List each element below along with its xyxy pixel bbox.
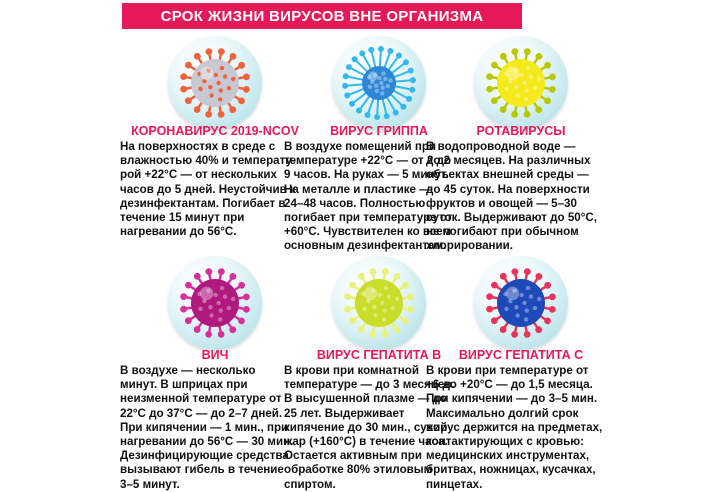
hepatitis-b-icon [332,256,426,350]
page-title: СРОК ЖИЗНИ ВИРУСОВ ВНЕ ОРГАНИЗМА [122,3,522,29]
virus-name: ВИЧ [201,348,229,362]
virus-description: В водопроводной воде — до 2 месяцев. На различных объектах внешней среды — до 45 суток. На поверхности фруктов и овощей — 5–30 суток. Выдерживают до 50°С, не погибают при обычном хлорировании. [426,140,597,253]
virus-name: КОРОНАВИРУС 2019-NCOV [131,124,299,138]
coronavirus-icon [168,36,262,130]
hiv-icon [168,256,262,350]
virus-name: ВИРУС ГЕПАТИТА В [316,348,442,362]
virus-drawing [168,36,262,130]
virus-description: В воздухе — несколько минут. В шприцах при неизменной температуре от 22°С до 37°С — до 2–7 дней. При кипячении — 1 мин., при нагревании до 56°С — 30 мин. Дезинфицирующие средства вызывают гибель в течение 3–5 минут. [120,364,294,491]
virus-description: В воздухе помещений при температуре +22°С — от 2 до 9 часов. На руках — 5 минут. На металле и пластике — 24–48 часов. Полностью погибает при температуре от +60°С. Чувствителен ко всем основным дезинфектантам. [284,140,453,253]
virus-drawing [332,256,426,350]
hepatitis-c-icon [474,256,568,350]
virus-name: ВИРУС ГРИППА [330,124,428,138]
virus-description: В крови при температуре от +6 до +20°С — до 1,5 месяца. При кипячении — до 3–5 мин. Максимально долгий срок вирус держится на предметах, контактирующих с кровью: медицинских инструментах, бритвах, ножницах, кусачках, пинцетах. [426,364,603,491]
rotavirus-icon [474,36,568,130]
virus-description: В крови при комнатной температуре — до 3 месяцев. В высушенной плазме — до 25 лет. Выдерживает кипячение до 30 мин., сухой жар (+160°С) в течение часа. Остается активным при обработке 80% этиловым спиртом. [284,364,455,491]
virus-drawing [474,36,568,130]
virus-description: На поверхностях в среде с влажностью 40% и температу- рой +22°С — от нескольких часов до 5 дней. Неустойчив к дезинфектантам. Погибает в течение 15 минут при нагревании до 56°С. [120,140,296,239]
influenza-virus-icon [332,36,426,130]
virus-drawing [168,256,262,350]
virus-name: ВИРУС ГЕПАТИТА С [458,348,584,362]
virus-drawing [474,256,568,350]
virus-name: РОТАВИРУСЫ [476,124,566,138]
virus-drawing [332,36,426,130]
